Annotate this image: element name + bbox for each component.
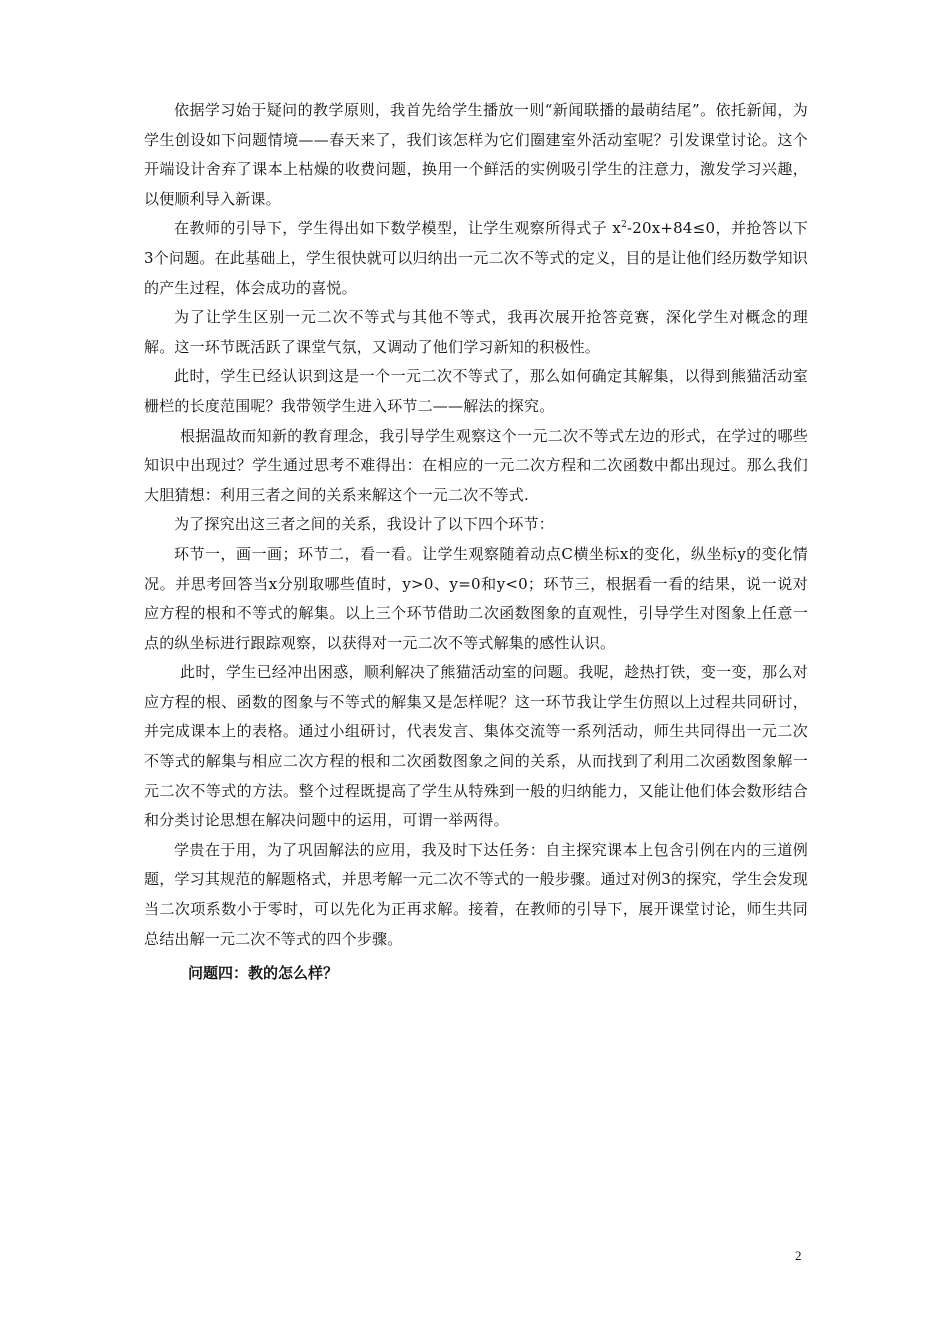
paragraph-introduction: 依据学习始于疑问的教学原则，我首先给学生播放一则“新闻联播的最萌结尾”。依托新闻，为学生创设如下问题情境——春天来了，我们该怎样为它们圈建室外活动室呢？引发课堂讨论。这个开端设计舍弃了课本上枯燥的收费问题，换用一个鲜活的实例吸引学生的注意力，激发学习兴趣，以便顺利导入新课。 [144, 101, 808, 208]
model-exponent: 2 [621, 220, 627, 231]
document-body [144, 96, 808, 988]
paragraph-steps-detail: 环节一，画一画；环节二，看一看。让学生观察随着动点C横坐标x的变化，纵坐标y的变化情况。并思考回答当x分别取哪些值时，y>0、y=0和y<0；环节三，根据看一看的结果，说一说对应方程的根和不等式的解集。以上三个环节借助二次函数图象的直观性，引导学生对图象上任意一点的纵坐标进行跟踪观察，以获得对一元二次不等式解集的感性认识。 [144, 544, 808, 652]
model-text-before: 在教师的引导下，学生得出如下数学模型，让学生观察所得式子 x [174, 219, 622, 238]
paragraph-application: 学贵在于用，为了巩固解法的应用，我及时下达任务：自主探究课本上包含引例在内的三道例题，学习其规范的解题格式，并思考解一元二次不等式的一般步骤。通过对例3的探究，学生会发现当二次项系数小于零时，可以先化为正再求解。接着，在教师的引导下，展开课堂讨论，师生共同总结出解一元二次不等式的四个步骤。 [144, 840, 808, 948]
paragraph-solution-intro: 此时，学生已经认识到这是一个一元二次不等式了，那么如何确定其解集，以得到熊猫活动室栅栏的长度范围呢？我带领学生进入环节二——解法的探究。 [144, 367, 808, 415]
paragraph-four-steps-intro: 为了探究出这三者之间的关系，我设计了以下四个环节： [174, 515, 555, 534]
page-number: 2 [795, 1248, 802, 1263]
model-text-continued: 以下3个问题。在此基础上，学生很快就可以归纳出一元二次不等式的定义，目的是让他们经历数学知识的产生过程，体会成功的喜悦。 [144, 219, 809, 297]
paragraph-concept-contest: 为了让学生区别一元二次不等式与其他不等式，我再次展开抢答竞赛，深化学生对概念的理解。这一环节既活跃了课堂气氛，又调动了他们学习新知的积极性。 [144, 308, 808, 356]
paragraph-review-idea: 根据温故而知新的教育理念，我引导学生观察这个一元二次不等式左边的形式，在学过的哪些知识中出现过？学生通过思考不难得出：在相应的一元二次方程和二次函数中都出现过。那么我们大胆猜想：利用三者之间的关系来解这个一元二次不等式. [144, 426, 808, 504]
paragraph-group-discussion: 此时，学生已经冲出困惑，顺利解决了熊猫活动室的问题。我呢，趁热打铁，变一变，那么对应方程的根、函数的图象与不等式的解集又是怎样呢？这一环节我让学生仿照以上过程共同研讨，并完成课本上的表格。通过小组研讨，代表发言、集体交流等一系列活动，师生共同得出一元二次不等式的解集与相应二次方程的根和二次函数图象之间的关系，从而找到了利用二次函数图象解一元二次不等式的方法。整个过程既提高了学生从特殊到一般的归纳能力，又能让他们体会数形结合和分类讨论思想在解决问题中的运用，可谓一举两得。 [144, 663, 808, 830]
paragraph-math-model [144, 214, 808, 303]
section-heading: 问题四：教的怎么样？ [188, 964, 339, 983]
model-text-after: -20x+84≤0，并抢答 [627, 219, 778, 238]
